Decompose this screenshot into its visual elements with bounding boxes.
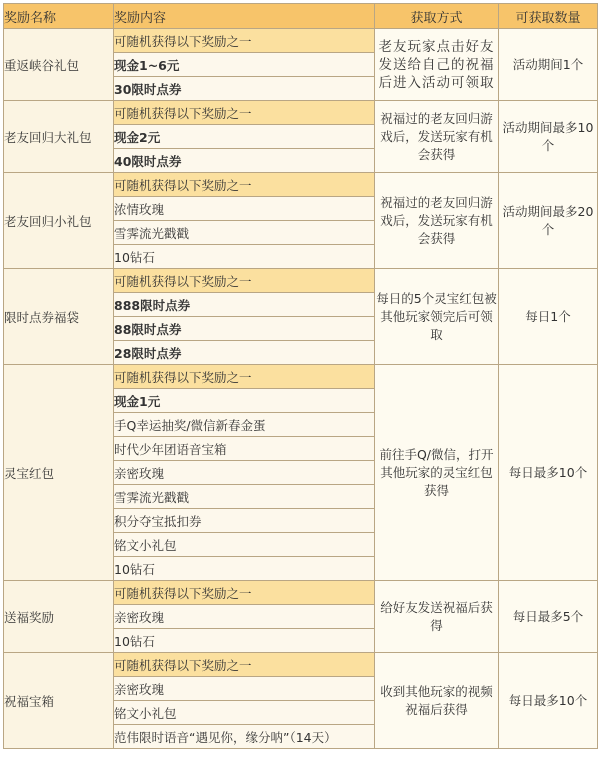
table-row <box>4 365 598 389</box>
acquire-quantity: 每日1个 <box>499 269 598 365</box>
table-body <box>4 29 598 749</box>
acquire-method: 每日的5个灵宝红包被其他玩家领完后可领取 <box>375 269 499 365</box>
reward-content-item: 30限时点券 <box>114 77 375 101</box>
reward-content-item: 40限时点券 <box>114 149 375 173</box>
table-row <box>4 173 598 197</box>
reward-content-item: 28限时点券 <box>114 341 375 365</box>
reward-content-item: 雪霁流光戳戳 <box>114 221 375 245</box>
reward-content-item: 铭文小礼包 <box>114 701 375 725</box>
table-row <box>4 581 598 605</box>
reward-content-header: 可随机获得以下奖励之一 <box>114 653 375 677</box>
acquire-method: 老友玩家点击好友发送给自己的祝福后进入活动可领取 <box>375 29 499 101</box>
reward-content-item: 雪霁流光戳戳 <box>114 485 375 509</box>
reward-name: 重返峡谷礼包 <box>4 29 114 101</box>
reward-content-item: 现金2元 <box>114 125 375 149</box>
header-reward-content: 奖励内容 <box>114 4 375 29</box>
acquire-method: 前往手Q/微信，打开其他玩家的灵宝红包获得 <box>375 365 499 581</box>
reward-content-item: 88限时点券 <box>114 317 375 341</box>
reward-content-item: 888限时点券 <box>114 293 375 317</box>
header-acquire-method: 获取方式 <box>375 4 499 29</box>
rewards-table <box>3 3 598 749</box>
reward-content-header: 可随机获得以下奖励之一 <box>114 173 375 197</box>
table-row <box>4 653 598 677</box>
acquire-quantity: 每日最多5个 <box>499 581 598 653</box>
reward-name: 老友回归大礼包 <box>4 101 114 173</box>
reward-content-header: 可随机获得以下奖励之一 <box>114 365 375 389</box>
table-row <box>4 269 598 293</box>
header-reward-name: 奖励名称 <box>4 4 114 29</box>
acquire-method: 给好友发送祝福后获得 <box>375 581 499 653</box>
reward-content-header: 可随机获得以下奖励之一 <box>114 101 375 125</box>
reward-name: 限时点券福袋 <box>4 269 114 365</box>
acquire-method: 收到其他玩家的视频祝福后获得 <box>375 653 499 749</box>
reward-content-item: 时代少年团语音宝箱 <box>114 437 375 461</box>
reward-content-item: 浓情玫瑰 <box>114 197 375 221</box>
reward-content-item: 现金1~6元 <box>114 53 375 77</box>
reward-content-item: 手Q幸运抽奖/微信新春金蛋 <box>114 413 375 437</box>
reward-content-item: 10钻石 <box>114 245 375 269</box>
reward-name: 祝福宝箱 <box>4 653 114 749</box>
reward-content-item: 铭文小礼包 <box>114 533 375 557</box>
acquire-quantity: 活动期间最多20个 <box>499 173 598 269</box>
acquire-quantity: 每日最多10个 <box>499 653 598 749</box>
header-acquire-quantity: 可获取数量 <box>499 4 598 29</box>
reward-content-header: 可随机获得以下奖励之一 <box>114 29 375 53</box>
reward-content-item: 现金1元 <box>114 389 375 413</box>
acquire-quantity: 活动期间最多10个 <box>499 101 598 173</box>
reward-content-item: 亲密玫瑰 <box>114 461 375 485</box>
reward-content-item: 亲密玫瑰 <box>114 677 375 701</box>
reward-name: 老友回归小礼包 <box>4 173 114 269</box>
reward-content-header: 可随机获得以下奖励之一 <box>114 581 375 605</box>
table-row <box>4 29 598 53</box>
reward-content-item: 积分夺宝抵扣券 <box>114 509 375 533</box>
reward-content-item: 10钻石 <box>114 629 375 653</box>
acquire-quantity: 每日最多10个 <box>499 365 598 581</box>
acquire-quantity: 活动期间1个 <box>499 29 598 101</box>
reward-name: 送福奖励 <box>4 581 114 653</box>
reward-content-item: 亲密玫瑰 <box>114 605 375 629</box>
reward-content-item: 范伟限时语音“遇见你，缘分呐”（14天） <box>114 725 375 749</box>
table-row <box>4 101 598 125</box>
reward-content-header: 可随机获得以下奖励之一 <box>114 269 375 293</box>
acquire-method: 祝福过的老友回归游戏后，发送玩家有机会获得 <box>375 101 499 173</box>
reward-name: 灵宝红包 <box>4 365 114 581</box>
table-header-row <box>4 4 598 29</box>
reward-content-item: 10钻石 <box>114 557 375 581</box>
acquire-method: 祝福过的老友回归游戏后，发送玩家有机会获得 <box>375 173 499 269</box>
